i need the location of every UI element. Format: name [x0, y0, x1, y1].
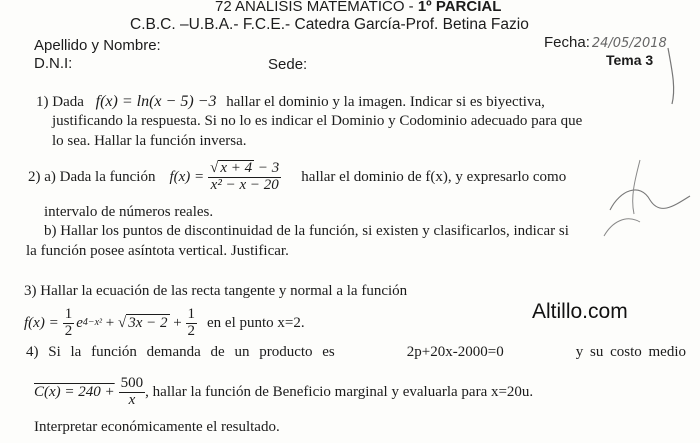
altillo-watermark: Altillo.com	[532, 300, 628, 323]
q2a-line2: intervalo de números reales.	[44, 204, 214, 220]
exam-subtitle: C.B.C. –U.B.A.- F.C.E.- Catedra García-Prof. Betina Fazio	[130, 16, 529, 33]
apellido-label: Apellido y Nombre:	[34, 37, 161, 54]
pen-stroke-right-1	[610, 190, 690, 210]
pen-stroke-top-right	[668, 48, 674, 104]
q4-frac-num: 500	[120, 374, 144, 391]
exam-title	[215, 0, 501, 15]
q3-plus-2: +	[169, 314, 186, 331]
q3-line1: 3) Hallar la ecuación de las recta tangente y normal a la función	[24, 283, 408, 299]
exam-title-text: 72 ANALISIS MATEMATICO -	[215, 0, 418, 15]
fecha-handwritten-value: 24/05/2018	[591, 36, 667, 51]
q3-frac1-num: 1	[64, 305, 73, 322]
q3-after: en el punto x=2.	[207, 314, 305, 331]
q4-line3: Interpretar económicamente el resultado.	[34, 419, 280, 435]
q3-line2: f(x) = $\frac{1}{2}$ e 4−x² + √ 3x − 2 + $\frac{1}{2}$ en el punto x=2.	[24, 305, 305, 339]
q3-plus-1: +	[102, 314, 119, 331]
sede-label: Sede:	[268, 56, 308, 73]
q1-formula: f(x) = ln(x − 5) −3	[95, 93, 217, 110]
pen-stroke-right-3	[633, 160, 640, 214]
q4-after: , hallar la función de Beneficio marginal y evaluarla para x=20u.	[145, 383, 534, 400]
q3-frac2-num: 1	[187, 305, 195, 322]
q1-line2: justificando la respuesta. Si no lo es indicar el Dominio y Codominio adecuado para que	[52, 113, 583, 129]
fecha-field	[544, 34, 667, 51]
q3-sqrt: √ 3x − 2	[118, 315, 168, 331]
q4-demand: 2p+20x-2000=0	[406, 344, 504, 360]
fecha-label: Fecha:	[544, 34, 590, 51]
exam-title-bold: 1º PARCIAL	[417, 0, 502, 15]
q1-line3: lo sea. Hallar la función inversa.	[52, 133, 247, 149]
q4-cbar-lhs: C(x) = 240 +	[34, 383, 115, 400]
tema-label: Tema 3	[606, 52, 654, 68]
q1-number: 1) Dada	[36, 94, 84, 110]
q4-line1	[26, 344, 686, 361]
q3-fraction-1	[63, 307, 75, 340]
q4-fraction	[119, 376, 146, 409]
q2a-line1	[28, 157, 566, 197]
q2b-line2: la función posee asíntota vertical. Justificar.	[26, 243, 289, 259]
q3-f-lhs: f(x) =	[24, 314, 59, 331]
q3-fraction-2	[186, 307, 198, 340]
q4-rest: y su costo medio	[575, 344, 686, 360]
pen-stroke-right-2	[604, 219, 640, 236]
q2b-line1: b) Hallar los puntos de discontinuidad de la función, si existen y clasificarlos, indicar si	[44, 223, 569, 239]
q3-sqrt-radicand: 3x − 2	[128, 315, 168, 331]
q2a-num-rest: − 3	[254, 160, 280, 177]
dni-label: D.N.I:	[34, 55, 73, 72]
q3-frac1-den: 2	[64, 322, 73, 339]
q2a-radicand: x + 4	[220, 160, 253, 177]
q2a-f-lhs: f(x) =	[169, 168, 205, 185]
q2a-denominator: x² − x − 20	[210, 177, 279, 193]
q1-line1	[36, 93, 545, 111]
q2a-after: hallar el dominio de f(x), y expresarlo como	[301, 168, 567, 185]
q3-frac2-den: 2	[187, 322, 195, 339]
q2a-intro: 2) a) Dada la función	[28, 168, 156, 185]
q1-text: hallar el dominio y la imagen. Indicar si es biyectiva,	[226, 94, 545, 110]
q4-lead: 4) Si la función demanda de un producto es	[26, 344, 335, 360]
q2a-fraction	[208, 160, 281, 194]
q4-line2	[34, 370, 533, 414]
q3-exp-base: e	[76, 314, 83, 331]
q4-frac-den: x	[128, 391, 136, 408]
q2a-numerator: √ x + 4 − 3	[210, 160, 280, 177]
